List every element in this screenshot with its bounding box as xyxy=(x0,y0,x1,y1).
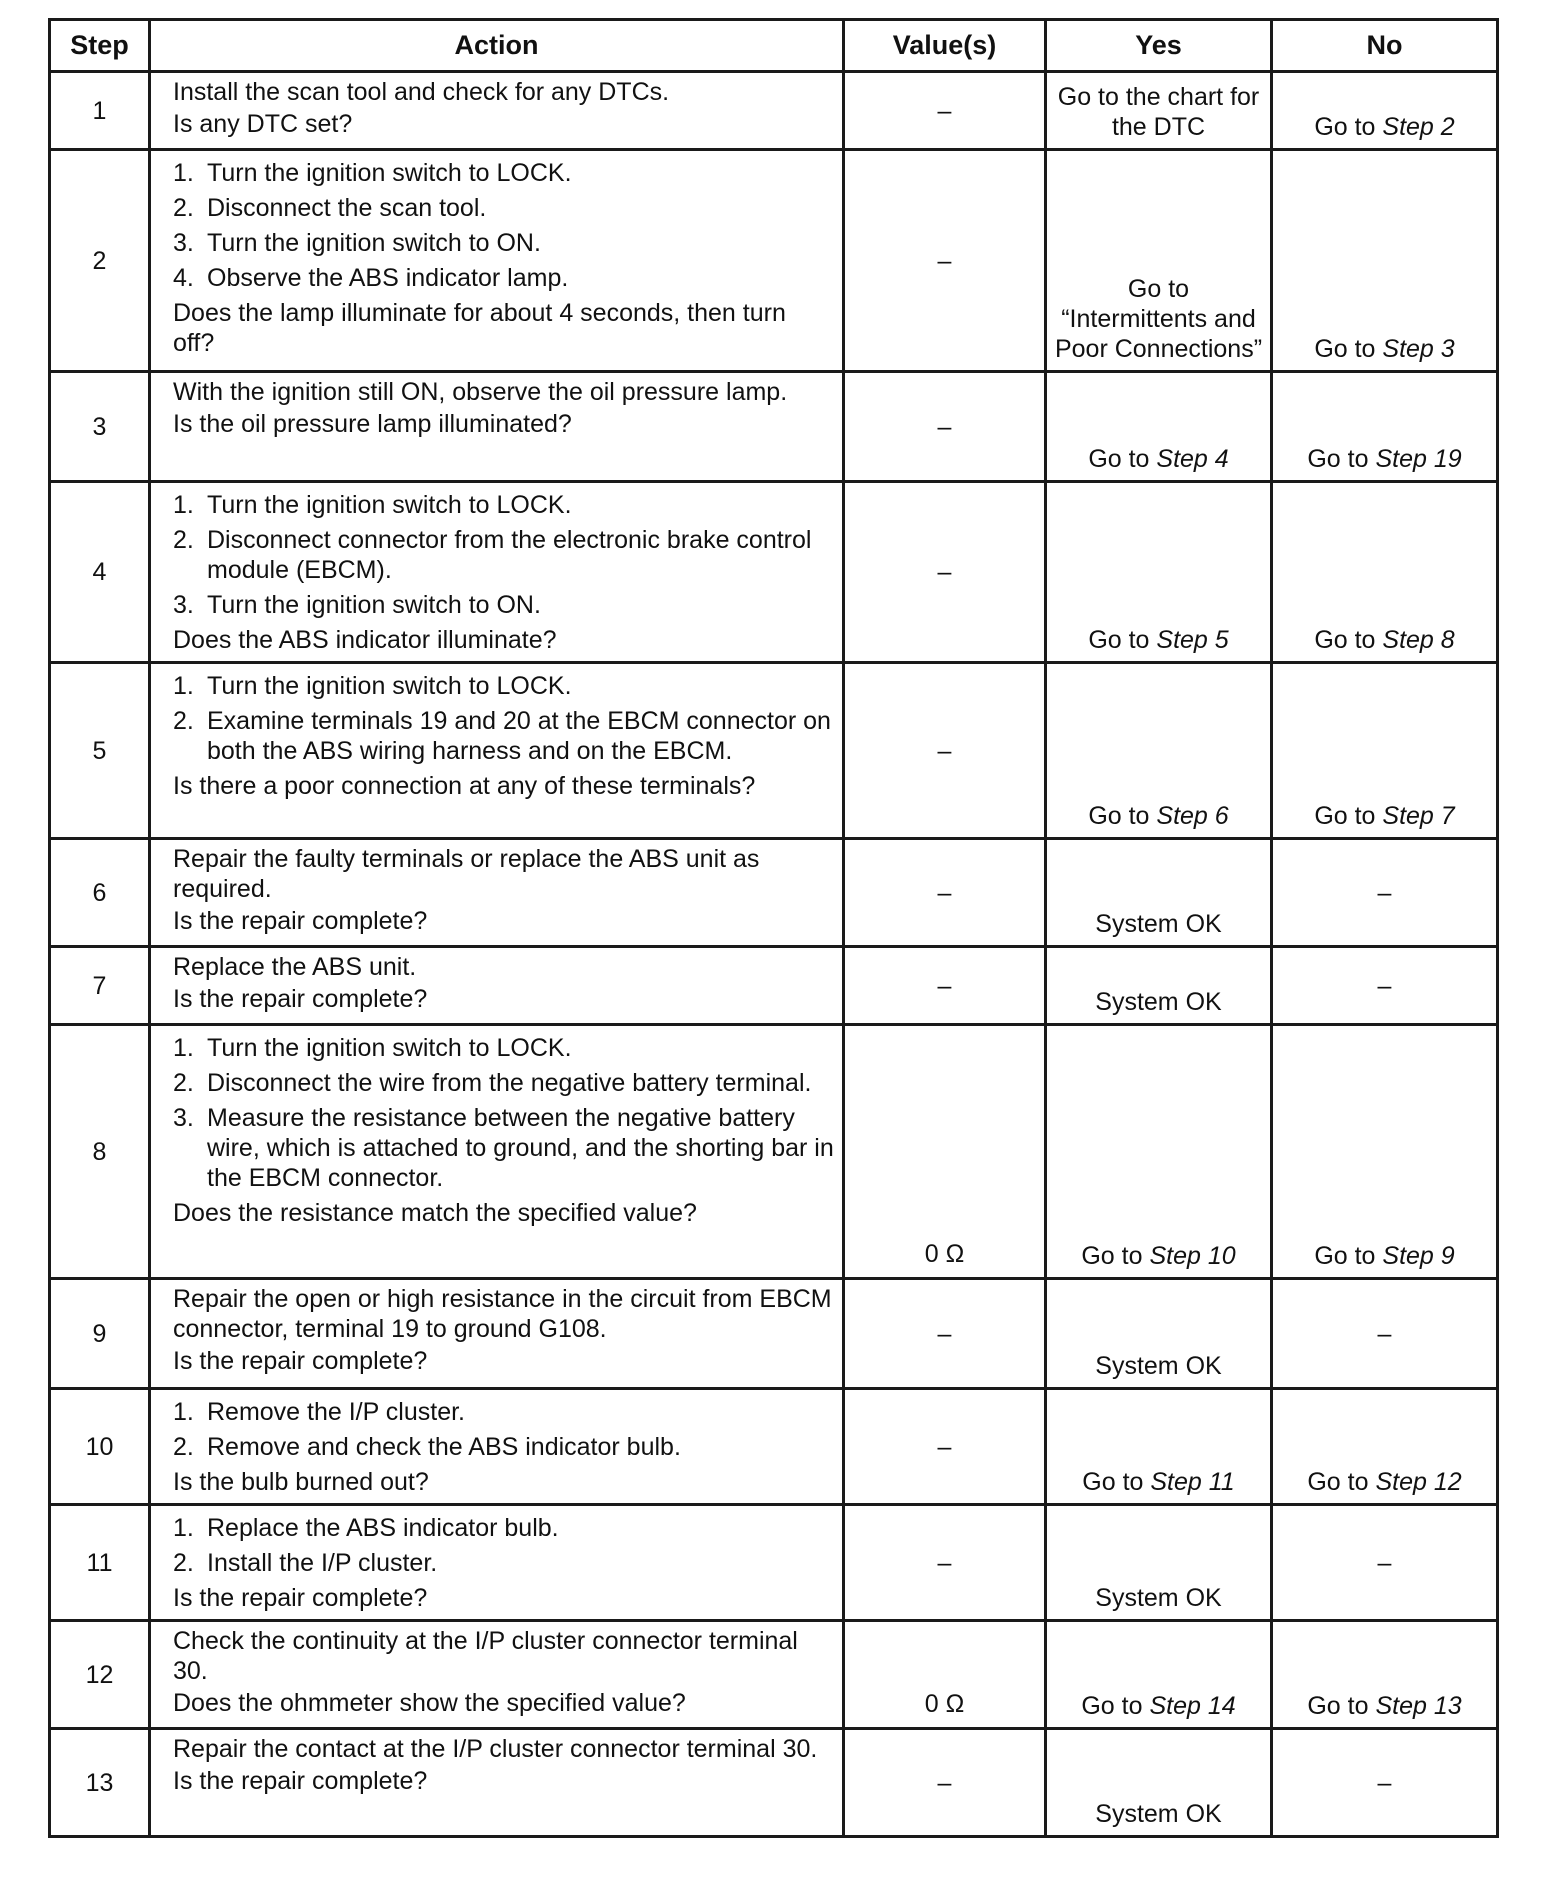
value-text: – xyxy=(937,246,952,275)
action-step-item: 1. Remove the I/P cluster. xyxy=(173,1398,465,1426)
no-cell xyxy=(1272,482,1498,663)
action-cell xyxy=(150,1389,844,1505)
value-text: 0 Ω xyxy=(924,1690,965,1718)
action-question: Does the ABS indicator illuminate? xyxy=(173,626,557,654)
value-text: 0 Ω xyxy=(924,1240,965,1268)
table-body xyxy=(50,72,1498,1837)
action-cell xyxy=(150,372,844,482)
table-row xyxy=(50,839,1498,947)
action-cell xyxy=(150,947,844,1025)
value-text: – xyxy=(937,412,952,441)
table-row xyxy=(50,72,1498,150)
value-text: – xyxy=(937,558,952,586)
step-cell xyxy=(50,482,150,663)
action-text: Install the scan tool and check for any DTCs. xyxy=(173,78,670,106)
value-cell xyxy=(844,1729,1046,1837)
action-text: Repair the open or high resistance in the circuit from EBCM connector, terminal 19 to ground G108. xyxy=(173,1285,832,1343)
yes-cell xyxy=(1046,1389,1272,1505)
yes-text: Go to Step 14 xyxy=(1081,1692,1236,1720)
yes-text: Go to Step 10 xyxy=(1081,1242,1236,1270)
yes-text: Go to Step 11 xyxy=(1082,1468,1235,1496)
yes-text: Go to Step 6 xyxy=(1088,802,1229,830)
yes-cell xyxy=(1046,1729,1272,1837)
no-cell xyxy=(1272,1389,1498,1505)
action-question: Is the bulb burned out? xyxy=(173,1468,429,1496)
no-text: – xyxy=(1377,1548,1392,1577)
yes-text: Go to the chart for the DTC xyxy=(1057,83,1260,141)
step-cell xyxy=(50,663,150,839)
header-no: No xyxy=(1272,20,1498,72)
action-step-item: 3. Turn the ignition switch to ON. xyxy=(173,591,541,619)
no-cell xyxy=(1272,1025,1498,1279)
no-cell xyxy=(1272,150,1498,372)
yes-cell xyxy=(1046,372,1272,482)
action-cell xyxy=(150,72,844,150)
action-step-item: 4. Observe the ABS indicator lamp. xyxy=(173,264,569,292)
action-step-item: 1. Turn the ignition switch to LOCK. xyxy=(173,159,572,187)
no-text: Go to Step 3 xyxy=(1314,335,1455,363)
header-action: Action xyxy=(150,20,844,72)
step-number: 11 xyxy=(86,1548,113,1577)
action-text: Repair the faulty terminals or replace the ABS unit as required. xyxy=(173,845,760,903)
action-text: Check the continuity at the I/P cluster connector terminal 30. xyxy=(173,1627,798,1685)
action-cell xyxy=(150,1279,844,1389)
header-values: Value(s) xyxy=(844,20,1046,72)
no-cell xyxy=(1272,947,1498,1025)
action-question: Does the resistance match the specified value? xyxy=(173,1199,697,1227)
yes-cell xyxy=(1046,1279,1272,1389)
action-cell xyxy=(150,839,844,947)
no-cell xyxy=(1272,1505,1498,1621)
action-step-item: 2. Disconnect connector from the electronic brake control module (EBCM). xyxy=(173,526,812,584)
table-row xyxy=(50,372,1498,482)
step-number: 3 xyxy=(92,412,107,441)
value-text: – xyxy=(937,1432,952,1461)
step-number: 13 xyxy=(85,1768,114,1797)
yes-text: Go to Step 4 xyxy=(1088,445,1229,473)
action-step-item: 2. Disconnect the wire from the negative battery terminal. xyxy=(173,1069,812,1097)
table-row xyxy=(50,1621,1498,1729)
yes-text: System OK xyxy=(1095,1352,1222,1380)
table-row xyxy=(50,150,1498,372)
no-text: – xyxy=(1377,1768,1392,1797)
no-text: – xyxy=(1377,971,1392,1000)
header-step: Step xyxy=(50,20,150,72)
value-cell xyxy=(844,663,1046,839)
no-text: Go to Step 8 xyxy=(1314,626,1455,654)
value-cell xyxy=(844,1621,1046,1729)
table-row xyxy=(50,1025,1498,1279)
value-cell xyxy=(844,1389,1046,1505)
no-cell xyxy=(1272,1729,1498,1837)
step-number: 10 xyxy=(85,1432,114,1461)
value-text: – xyxy=(937,1319,952,1348)
no-text: – xyxy=(1377,878,1392,907)
action-step-item: 1. Turn the ignition switch to LOCK. xyxy=(173,672,572,700)
action-question: Is the oil pressure lamp illuminated? xyxy=(173,410,572,438)
action-cell xyxy=(150,150,844,372)
yes-cell xyxy=(1046,1621,1272,1729)
yes-cell xyxy=(1046,72,1272,150)
step-cell xyxy=(50,72,150,150)
table-row xyxy=(50,663,1498,839)
action-step-item: 2. Disconnect the scan tool. xyxy=(173,194,487,222)
value-cell xyxy=(844,1505,1046,1621)
yes-text: Go to “Intermittents and Poor Connections” xyxy=(1054,275,1263,363)
no-text: – xyxy=(1377,1319,1392,1348)
value-cell xyxy=(844,1025,1046,1279)
no-text: Go to Step 7 xyxy=(1314,802,1455,830)
step-cell xyxy=(50,839,150,947)
step-number: 2 xyxy=(92,246,107,275)
action-cell xyxy=(150,1621,844,1729)
table-header xyxy=(50,20,1498,72)
no-cell xyxy=(1272,663,1498,839)
step-number: 4 xyxy=(92,558,107,586)
yes-text: System OK xyxy=(1095,1800,1222,1828)
no-cell xyxy=(1272,1621,1498,1729)
action-question: Is the repair complete? xyxy=(173,1767,428,1795)
action-step-item: 1. Replace the ABS indicator bulb. xyxy=(173,1514,559,1542)
value-text: – xyxy=(937,96,952,125)
value-cell xyxy=(844,947,1046,1025)
value-text: – xyxy=(937,736,952,765)
action-step-item: 1. Turn the ignition switch to LOCK. xyxy=(173,1034,572,1062)
step-cell xyxy=(50,1025,150,1279)
action-question: Is there a poor connection at any of these terminals? xyxy=(173,772,756,800)
value-text: – xyxy=(937,1768,952,1797)
table-row xyxy=(50,1505,1498,1621)
yes-cell xyxy=(1046,663,1272,839)
no-text: Go to Step 13 xyxy=(1307,1692,1462,1720)
value-cell xyxy=(844,1279,1046,1389)
no-text: Go to Step 12 xyxy=(1307,1468,1462,1496)
step-cell xyxy=(50,1621,150,1729)
yes-cell xyxy=(1046,150,1272,372)
action-text: Replace the ABS unit. xyxy=(173,953,417,981)
yes-cell xyxy=(1046,482,1272,663)
header-row xyxy=(50,20,1498,72)
value-cell xyxy=(844,150,1046,372)
action-cell xyxy=(150,1025,844,1279)
action-text: Repair the contact at the I/P cluster connector terminal 30. xyxy=(173,1735,818,1763)
step-cell xyxy=(50,1279,150,1389)
yes-text: System OK xyxy=(1095,910,1222,938)
table-row xyxy=(50,1389,1498,1505)
yes-text: System OK xyxy=(1095,988,1222,1016)
value-text: – xyxy=(937,1548,952,1577)
step-number: 5 xyxy=(92,736,107,765)
action-step-item: 2. Examine terminals 19 and 20 at the EBCM connector on both the ABS wiring harness and on the EBCM. xyxy=(173,707,831,765)
value-cell xyxy=(844,72,1046,150)
step-cell xyxy=(50,947,150,1025)
action-cell xyxy=(150,663,844,839)
table-row xyxy=(50,1279,1498,1389)
no-cell xyxy=(1272,1279,1498,1389)
step-number: 8 xyxy=(92,1137,107,1166)
yes-cell xyxy=(1046,1505,1272,1621)
header-yes: Yes xyxy=(1046,20,1272,72)
action-text: With the ignition still ON, observe the oil pressure lamp. xyxy=(173,378,788,406)
yes-text: System OK xyxy=(1095,1584,1222,1612)
value-text: – xyxy=(937,971,952,1000)
step-number: 12 xyxy=(85,1660,114,1689)
step-number: 1 xyxy=(92,96,107,125)
table-row xyxy=(50,1729,1498,1837)
step-number: 7 xyxy=(92,971,107,1000)
step-cell xyxy=(50,1389,150,1505)
action-step-item: 2. Install the I/P cluster. xyxy=(173,1549,438,1577)
no-text: Go to Step 19 xyxy=(1307,445,1462,473)
no-text: Go to Step 2 xyxy=(1314,113,1455,141)
action-question: Is the repair complete? xyxy=(173,1347,428,1375)
action-question: Does the ohmmeter show the specified value? xyxy=(173,1689,686,1717)
value-cell xyxy=(844,372,1046,482)
action-question: Is any DTC set? xyxy=(173,110,353,138)
diagnostic-table xyxy=(48,18,1499,1838)
step-cell xyxy=(50,150,150,372)
action-step-item: 2. Remove and check the ABS indicator bulb. xyxy=(173,1433,681,1461)
action-question: Is the repair complete? xyxy=(173,985,428,1013)
action-cell xyxy=(150,1505,844,1621)
action-step-item: 3. Measure the resistance between the negative battery wire, which is attached to ground, and the shorting bar in the EBCM connector. xyxy=(173,1104,834,1192)
value-cell xyxy=(844,839,1046,947)
action-cell xyxy=(150,1729,844,1837)
step-number: 9 xyxy=(92,1319,107,1348)
action-cell xyxy=(150,482,844,663)
action-step-item: 1. Turn the ignition switch to LOCK. xyxy=(173,491,572,519)
yes-text: Go to Step 5 xyxy=(1088,626,1229,654)
action-question: Is the repair complete? xyxy=(173,1584,428,1612)
action-step-item: 3. Turn the ignition switch to ON. xyxy=(173,229,541,257)
step-cell xyxy=(50,1505,150,1621)
table-row xyxy=(50,947,1498,1025)
yes-cell xyxy=(1046,947,1272,1025)
no-cell xyxy=(1272,72,1498,150)
step-number: 6 xyxy=(92,878,107,907)
yes-cell xyxy=(1046,1025,1272,1279)
action-question: Does the lamp illuminate for about 4 seconds, then turn off? xyxy=(173,299,786,357)
table-row xyxy=(50,482,1498,663)
value-text: – xyxy=(937,878,952,907)
value-cell xyxy=(844,482,1046,663)
no-text: Go to Step 9 xyxy=(1314,1242,1455,1270)
yes-cell xyxy=(1046,839,1272,947)
action-question: Is the repair complete? xyxy=(173,907,428,935)
no-cell xyxy=(1272,839,1498,947)
no-cell xyxy=(1272,372,1498,482)
step-cell xyxy=(50,372,150,482)
step-cell xyxy=(50,1729,150,1837)
